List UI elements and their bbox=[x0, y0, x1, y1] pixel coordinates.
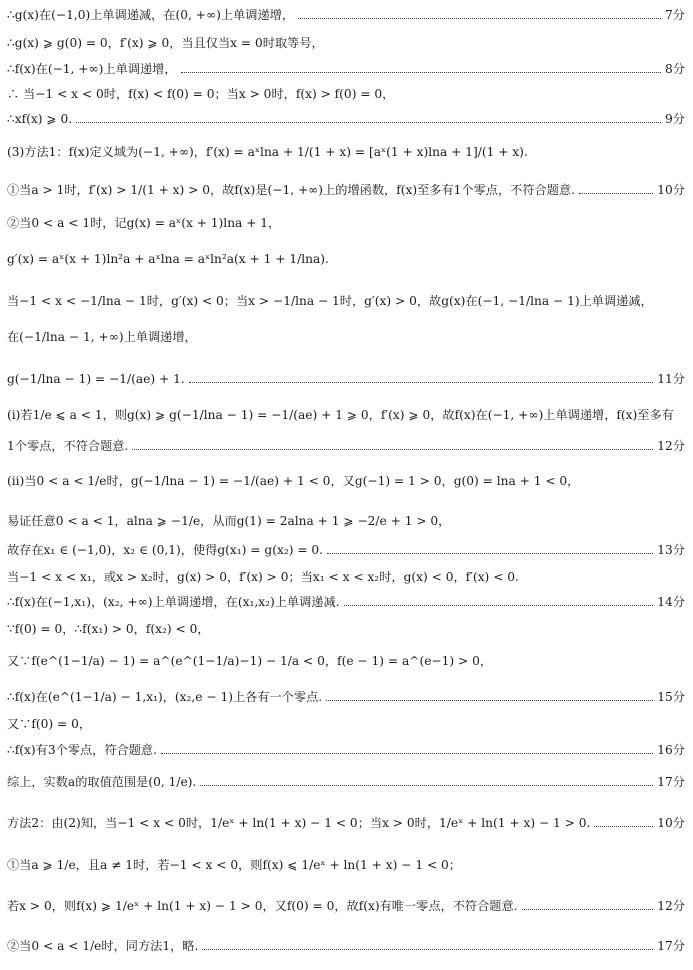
leader-dots bbox=[181, 72, 661, 73]
line-text: (ⅰ)若1/e ⩽ a < 1，则g(x) ⩾ g(−1/lna − 1) = −1/(ae) + 1 ⩾ 0，f′(x) ⩾ 0，故f(x)在(−1, +∞)上单调递增，f(x)至多有 bbox=[7, 408, 674, 422]
solution-line bbox=[7, 621, 685, 637]
leader-dots bbox=[132, 449, 653, 450]
solution-line bbox=[7, 857, 685, 873]
solution-line bbox=[7, 407, 685, 423]
line-text: 又∵f(e^(1−1/a) − 1) = a^(e^(1−1/a)−1) − 1/a < 0，f(e − 1) = a^(e−1) > 0， bbox=[7, 654, 493, 668]
line-text: 易证任意0 < a < 1，alna ⩾ −1/e，从而g(1) = 2alna + 1 ⩾ −2/e + 1 > 0， bbox=[7, 514, 451, 528]
solution-line bbox=[7, 653, 685, 669]
line-text: ∴f(x)在(e^(1−1/a) − 1,x₁)，(x₂,e − 1)上各有一个零点. bbox=[7, 690, 323, 704]
solution-line bbox=[7, 61, 685, 77]
solution-line bbox=[7, 473, 685, 489]
line-text: ∴f(x)有3个零点，符合题意. bbox=[7, 743, 157, 757]
leader-dots bbox=[202, 949, 653, 950]
line-text: 又∵f(0) = 0， bbox=[7, 717, 92, 731]
score-mark: 14分 bbox=[657, 595, 685, 609]
score-mark: 17分 bbox=[657, 939, 685, 953]
solution-line bbox=[7, 7, 685, 23]
leader-dots bbox=[200, 785, 653, 786]
solution-line bbox=[7, 742, 685, 758]
line-text: (3)方法1：f(x)定义域为(−1, +∞)，f′(x) = aˣlna + 1/(1 + x) = [aˣ(1 + x)lna + 1]/(1 + x). bbox=[7, 145, 528, 159]
line-text: ∴f(x)在(−1,x₁)，(x₂, +∞)上单调递增，在(x₁,x₂)上单调递减. bbox=[7, 595, 340, 609]
solution-line bbox=[7, 542, 685, 558]
line-text: 故存在x₁ ∈ (−1,0)，x₂ ∈ (0,1)，使得g(x₁) = g(x₂) = 0. bbox=[7, 543, 324, 557]
leader-dots bbox=[522, 909, 654, 910]
line-text: ∴f(x)在(−1, +∞)上单调递增， bbox=[7, 62, 177, 76]
score-mark: 10分 bbox=[657, 816, 685, 830]
line-text: ∴g(x)在(−1,0)上单调递减，在(0, +∞)上单调递增， bbox=[7, 8, 295, 22]
score-mark: 11分 bbox=[657, 372, 685, 386]
score-mark: 12分 bbox=[657, 439, 685, 453]
line-text: 当−1 < x < −1/lna − 1时，g′(x) < 0；当x > −1/lna − 1时，g′(x) > 0，故g(x)在(−1, −1/lna − 1)上单调递减， bbox=[7, 294, 653, 308]
score-mark: 9分 bbox=[665, 112, 685, 126]
line-text: ②当0 < a < 1时，记g(x) = aˣ(x + 1)lna + 1， bbox=[7, 216, 281, 230]
line-text: ∴xf(x) ⩾ 0. bbox=[7, 112, 73, 126]
score-mark: 7分 bbox=[665, 8, 685, 22]
solution-line bbox=[7, 144, 685, 160]
line-text: g(−1/lna − 1) = −1/(ae) + 1. bbox=[7, 372, 185, 386]
solution-line bbox=[7, 938, 685, 954]
line-text: 若x > 0，则f(x) ⩾ 1/eˣ + ln(1 + x) − 1 > 0，又f(0) = 0，故f(x)有唯一零点，不符合题意. bbox=[7, 899, 518, 913]
line-text: 1个零点，不符合题意. bbox=[7, 439, 129, 453]
leader-dots bbox=[161, 753, 653, 754]
leader-dots bbox=[327, 553, 653, 554]
line-text: ②当0 < a < 1/e时，同方法1，略. bbox=[7, 939, 199, 953]
line-text: 当−1 < x < x₁，或x > x₂时，g(x) > 0，f′(x) > 0；当x₁ < x < x₂时，g(x) < 0，f′(x) < 0. bbox=[7, 570, 519, 584]
solution-line bbox=[7, 182, 685, 198]
score-mark: 15分 bbox=[657, 690, 685, 704]
solution-line bbox=[7, 329, 685, 345]
solution-line bbox=[7, 293, 685, 309]
line-text: ∴ 当−1 < x < 0时，f(x) < f(0) = 0；当x > 0时，f(x) > f(0) = 0， bbox=[7, 87, 395, 101]
line-text: 综上，实数a的取值范围是(0, 1/e). bbox=[7, 775, 197, 789]
solution-line bbox=[7, 251, 685, 267]
leader-dots bbox=[326, 700, 653, 701]
leader-dots bbox=[594, 826, 653, 827]
leader-dots bbox=[344, 605, 654, 606]
score-mark: 10分 bbox=[657, 183, 685, 197]
line-text: ∴g(x) ⩾ g(0) = 0，f′(x) ⩾ 0，当且仅当x = 0时取等号， bbox=[7, 36, 324, 50]
line-text: g′(x) = aˣ(x + 1)ln²a + aˣlna = aˣln²a(x + 1 + 1/lna). bbox=[7, 252, 329, 266]
line-text: 在(−1/lna − 1, +∞)上单调递增， bbox=[7, 330, 197, 344]
solution-line bbox=[7, 371, 685, 387]
solution-line bbox=[7, 774, 685, 790]
solution-line bbox=[7, 594, 685, 610]
leader-dots bbox=[189, 382, 654, 383]
leader-dots bbox=[76, 122, 661, 123]
line-text: ①当a ⩾ 1/e，且a ≠ 1时，若−1 < x < 0，则f(x) ⩽ 1/eˣ + ln(1 + x) − 1 < 0； bbox=[7, 858, 461, 872]
solution-line bbox=[7, 215, 685, 231]
leader-dots bbox=[298, 18, 661, 19]
solution-line bbox=[7, 111, 685, 127]
line-text: ①当a > 1时，f′(x) > 1/(1 + x) > 0，故f(x)是(−1, +∞)上的增函数，f(x)至多有1个零点，不符合题意. bbox=[7, 183, 575, 197]
solution-line bbox=[7, 815, 685, 831]
solution-line bbox=[7, 716, 685, 732]
solution-line bbox=[7, 513, 685, 529]
line-text: ∵f(0) = 0，∴f(x₁) > 0，f(x₂) < 0， bbox=[7, 622, 210, 636]
score-mark: 17分 bbox=[657, 775, 685, 789]
solution-line bbox=[7, 689, 685, 705]
solution-line bbox=[7, 438, 685, 454]
score-mark: 12分 bbox=[657, 899, 685, 913]
solution-line bbox=[7, 35, 685, 51]
solution-line bbox=[7, 569, 685, 585]
line-text: (ⅱ)当0 < a < 1/e时，g(−1/lna − 1) = −1/(ae) + 1 < 0，又g(−1) = 1 > 0，g(0) = lna + 1 < 0， bbox=[7, 474, 580, 488]
solution-line bbox=[7, 86, 685, 102]
leader-dots bbox=[579, 193, 653, 194]
line-text: 方法2：由(2)知，当−1 < x < 0时，1/eˣ + ln(1 + x) − 1 < 0；当x > 0时，1/eˣ + ln(1 + x) − 1 > 0. bbox=[7, 816, 591, 830]
score-mark: 16分 bbox=[657, 743, 685, 757]
score-mark: 8分 bbox=[665, 62, 685, 76]
score-mark: 13分 bbox=[657, 543, 685, 557]
solution-line bbox=[7, 898, 685, 914]
